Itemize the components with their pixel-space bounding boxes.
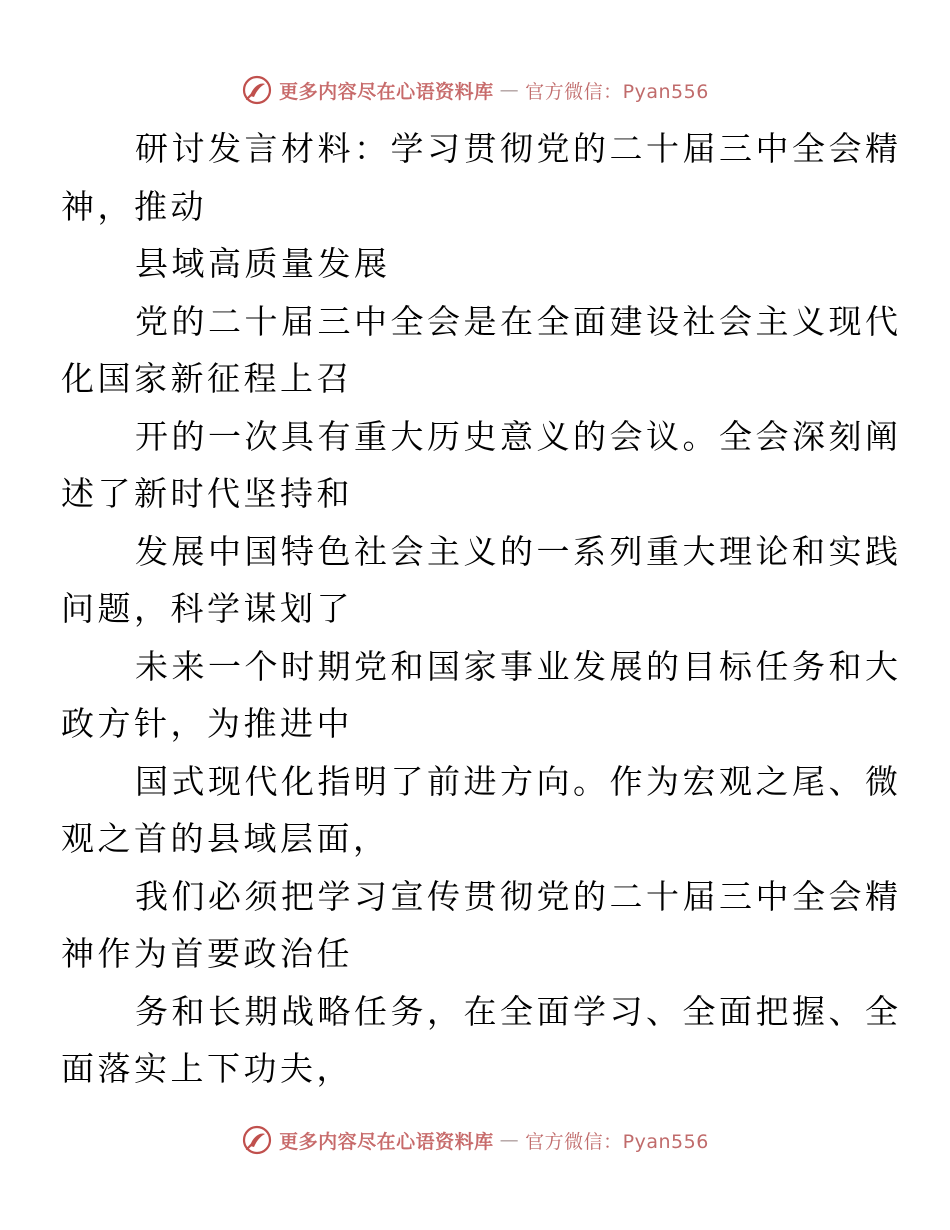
page-header [0, 73, 950, 107]
paragraph-line: 党的二十届三中全会是在全面建设社会主义现代 [135, 301, 902, 341]
paragraph-line: 观之首的县域层面， [61, 819, 390, 858]
footer-contact: 官方微信：Pyan556 [525, 1130, 709, 1153]
paragraph-line: 化国家新征程上召 [61, 359, 353, 398]
footer-dash: — [499, 1129, 520, 1151]
footer-brand [241, 1124, 709, 1156]
paragraph [61, 120, 902, 235]
header-contact: 官方微信：Pyan556 [525, 80, 709, 103]
paragraph-line: 县域高质量发展 [135, 244, 391, 283]
paragraph [61, 408, 902, 523]
paragraph-line: 政方针，为推进中 [61, 704, 353, 743]
paragraph-line: 开的一次具有重大历史意义的会议。全会深刻阐 [135, 416, 902, 456]
paragraph [61, 638, 902, 753]
paragraph [61, 868, 902, 983]
paragraph-line: 务和长期战略任务，在全面学习、全面把握、全 [135, 991, 902, 1031]
paragraph-line: 研讨发言材料：学习贯彻党的二十届三中全会精 [135, 129, 902, 168]
paragraph-line: 神，推动 [61, 186, 207, 226]
paragraph-line: 面落实上下功夫， [61, 1049, 353, 1088]
paragraph-line: 问题，科学谋划了 [61, 589, 353, 628]
header-dash: — [499, 79, 520, 101]
header-brand [241, 74, 709, 106]
paragraph [61, 983, 902, 1098]
footer-brand-text: 更多内容尽在心语资料库 [279, 1130, 494, 1153]
paragraph [61, 523, 902, 638]
brand-logo-icon [241, 74, 273, 106]
paragraph-line: 发展中国特色社会主义的一系列重大理论和实践 [135, 531, 902, 571]
paragraph-line: 神作为首要政治任 [61, 934, 353, 973]
brand-logo-icon [241, 1124, 273, 1156]
paragraph [61, 753, 902, 868]
page-footer [0, 1123, 950, 1157]
paragraph-line: 国式现代化指明了前进方向。作为宏观之尾、微 [135, 761, 902, 801]
paragraph [61, 293, 902, 408]
paragraph-line: 未来一个时期党和国家事业发展的目标任务和大 [135, 646, 902, 686]
document-body [61, 120, 902, 1098]
header-brand-text: 更多内容尽在心语资料库 [279, 80, 494, 103]
paragraph-line: 述了新时代坚持和 [61, 474, 353, 513]
paragraph [98, 235, 850, 293]
paragraph-line: 我们必须把学习宣传贯彻党的二十届三中全会精 [135, 876, 902, 916]
